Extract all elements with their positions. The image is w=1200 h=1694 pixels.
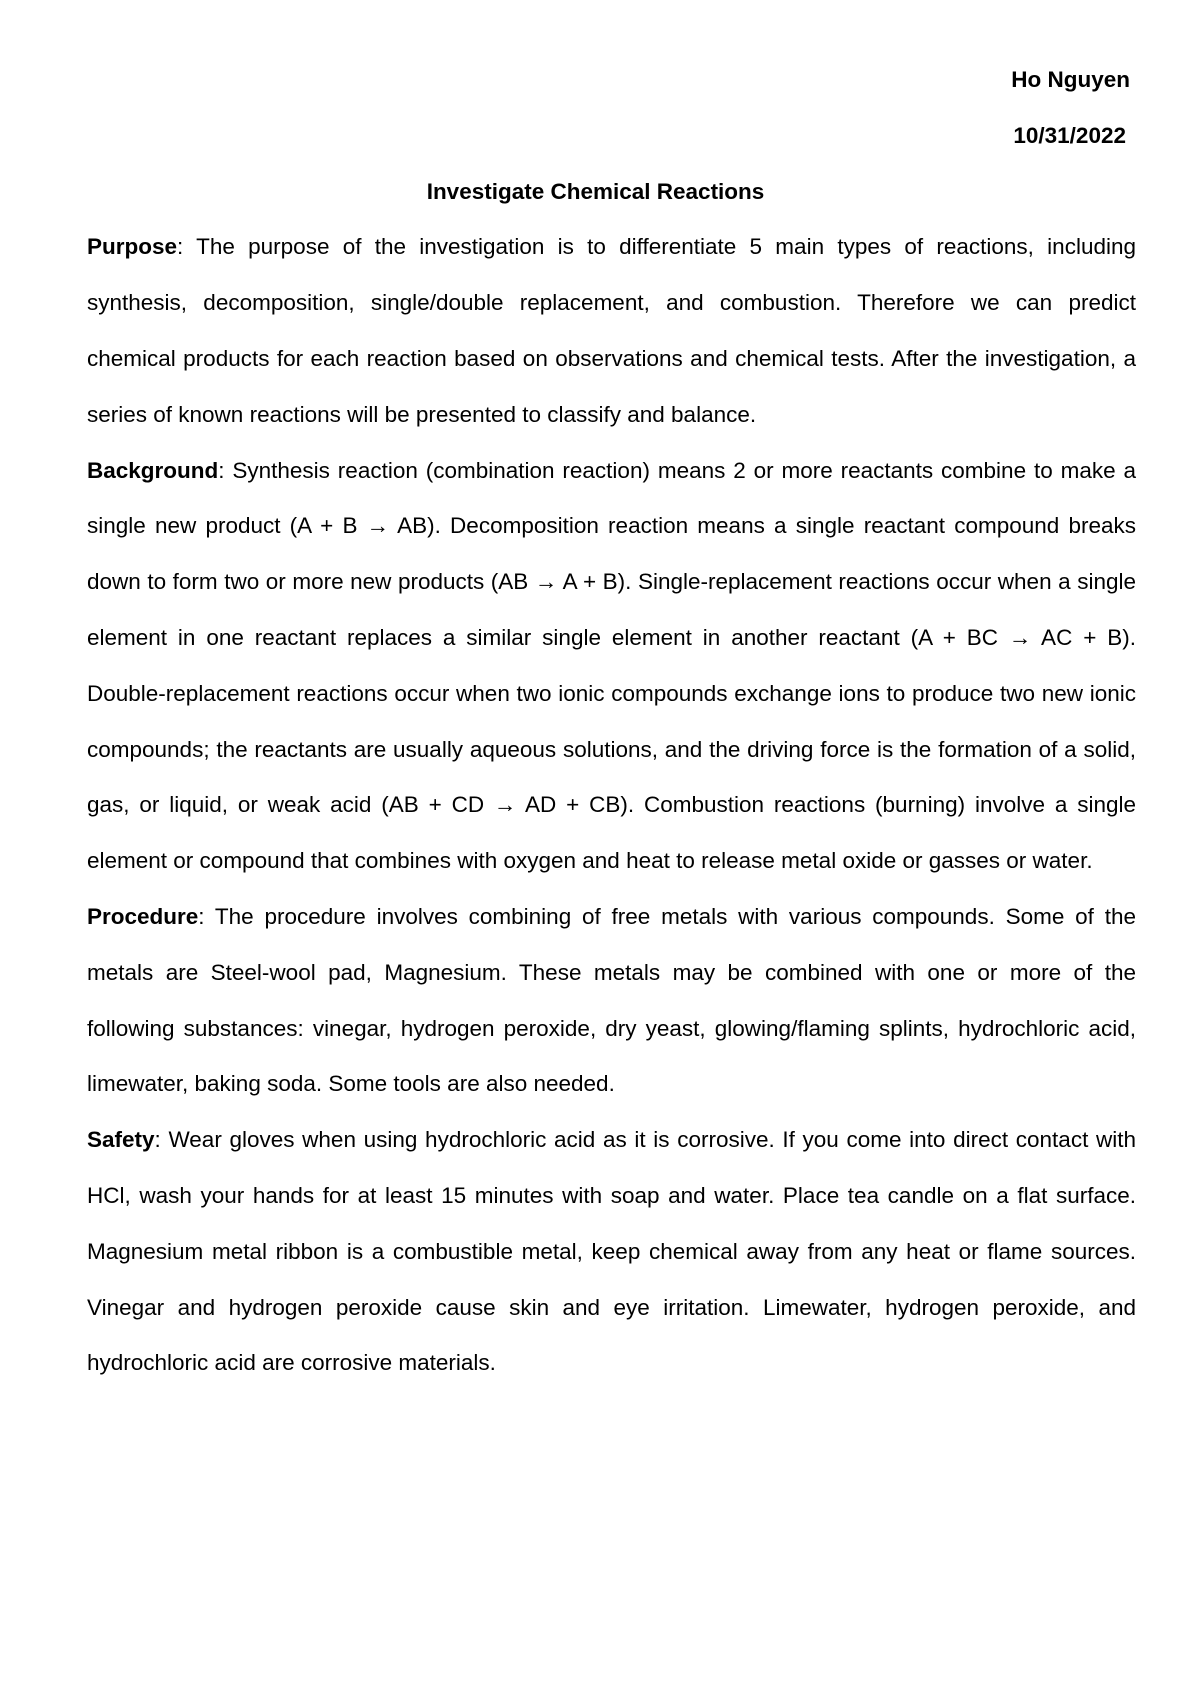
background-section (87, 443, 1136, 889)
purpose-text: : The purpose of the investigation is to differentiate 5 main types of reactions, including synthesis, decomposition, single/double replacement, and combustion. Therefore we can predict chemical products for each reaction based on observations and chemical tests. After the investigation, a series of known reactions will be presented to classify and balance. (87, 234, 1136, 427)
background-text: : Synthesis reaction (combination reaction) means 2 or more reactants combine to make a single new product (A + B → AB). Decomposition reaction means a single reactant compound breaks down to form two or more new products (AB → A + B). Single-replacement reactions occur when a single element in one reactant replaces a similar single element in another reactant (A + BC → AC + B). Double-replacement reactions occur when two ionic compounds exchange ions to produce two new ionic compounds; the reactants are usually aqueous solutions, and the driving force is the formation of a solid, gas, or liquid, or weak acid (AB + CD → AD + CB). Combustion reactions (burning) involve a single element or compound that combines with oxygen and heat to release metal oxide or gasses or water. (87, 457, 1136, 874)
safety-text: : Wear gloves when using hydrochloric acid as it is corrosive. If you come into direct contact with HCl, wash your hands for at least 15 minutes with soap and water. Place tea candle on a flat surface. Magnesium metal ribbon is a combustible metal, keep chemical away from any heat or flame sources. Vinegar and hydrogen peroxide cause skin and eye irritation. Limewater, hydrogen peroxide, and hydrochloric acid are corrosive materials. (87, 1127, 1136, 1376)
procedure-label: Procedure (87, 903, 199, 929)
safety-section (87, 1112, 1136, 1391)
document-title: Investigate Chemical Reactions (426, 178, 765, 204)
procedure-text: : The procedure involves combining of free metals with various compounds. Some of the metals are Steel-wool pad, Magnesium. These metals may be combined with one or more of the following substances: vinegar, hydrogen peroxide, dry yeast, glowing/flaming splints, hydrochloric acid, limewater, baking soda. Some tools are also needed. (87, 903, 1136, 1097)
background-label: Background (87, 457, 219, 483)
purpose-section (87, 219, 1136, 442)
document-date: 10/31/2022 (1013, 122, 1126, 148)
procedure-section (87, 889, 1136, 1112)
author-name: Ho Nguyen (1011, 67, 1130, 92)
purpose-label: Purpose (87, 234, 178, 260)
safety-label: Safety (87, 1127, 155, 1153)
